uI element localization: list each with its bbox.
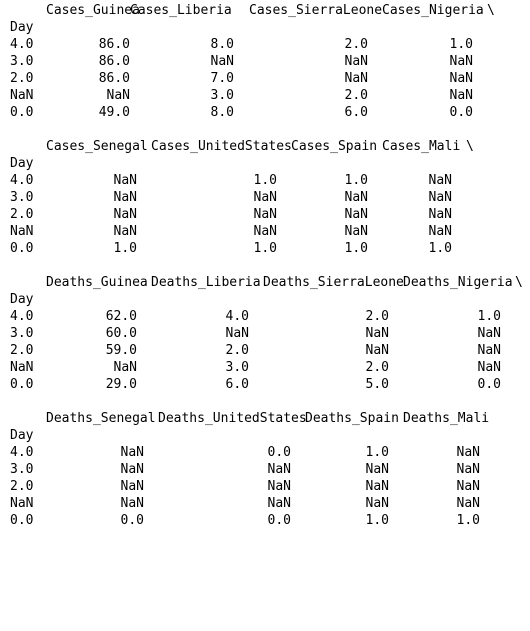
dataframe-block-deaths-1 (10, 274, 525, 392)
header-row (10, 274, 525, 291)
row-index: 3.0 (10, 326, 34, 341)
row-index: 0.0 (10, 105, 34, 120)
cell-value: 2.0 (365, 309, 389, 324)
row-index: 4.0 (10, 37, 34, 52)
column-header: Deaths_Mali (403, 411, 490, 426)
column-header: Cases_Senegal (46, 139, 148, 154)
column-header: Deaths_UnitedStates (158, 411, 307, 426)
row-index: 0.0 (10, 377, 34, 392)
cell-value: 86.0 (98, 54, 130, 69)
cell-value: 1.0 (477, 309, 501, 324)
cell-value: NaN (120, 462, 144, 477)
cell-value: 1.0 (365, 445, 389, 460)
row-index: 2.0 (10, 207, 34, 222)
row-index: 2.0 (10, 479, 34, 494)
row-index: 0.0 (10, 513, 34, 528)
cell-value: 0.0 (267, 445, 291, 460)
row-index: NaN (10, 88, 34, 103)
table-row (10, 512, 525, 529)
cell-value: 1.0 (253, 173, 277, 188)
header-row (10, 138, 525, 155)
row-index: 2.0 (10, 71, 34, 86)
cell-value: 1.0 (456, 513, 480, 528)
cell-value: 86.0 (98, 37, 130, 52)
row-index: NaN (10, 224, 34, 239)
cell-value: NaN (428, 207, 452, 222)
table-row (10, 87, 525, 104)
line-continuation-marker: \ (515, 275, 523, 290)
cell-value: NaN (344, 207, 368, 222)
cell-value: NaN (344, 54, 368, 69)
cell-value: 8.0 (210, 37, 234, 52)
cell-value: NaN (106, 88, 130, 103)
cell-value: 6.0 (344, 105, 368, 120)
row-index: 3.0 (10, 190, 34, 205)
cell-value: 1.0 (344, 173, 368, 188)
cell-value: NaN (456, 462, 480, 477)
cell-value: NaN (365, 326, 389, 341)
table-row (10, 240, 525, 257)
table-row (10, 172, 525, 189)
column-header: Cases_Liberia (130, 3, 232, 18)
line-continuation-marker: \ (487, 3, 495, 18)
cell-value: NaN (253, 190, 277, 205)
column-header: Deaths_Senegal (46, 411, 156, 426)
table-row (10, 36, 525, 53)
cell-value: 59.0 (105, 343, 137, 358)
table-row (10, 376, 525, 393)
column-header: Deaths_Guinea (46, 275, 148, 290)
cell-value: NaN (120, 479, 144, 494)
cell-value: NaN (344, 224, 368, 239)
cell-value: NaN (113, 190, 137, 205)
row-index: 0.0 (10, 241, 34, 256)
cell-value: NaN (365, 462, 389, 477)
table-row (10, 478, 525, 495)
cell-value: NaN (113, 360, 137, 375)
index-name-row (10, 427, 57, 444)
cell-value: 62.0 (105, 309, 137, 324)
cell-value: NaN (477, 326, 501, 341)
cell-value: 0.0 (267, 513, 291, 528)
column-header: Cases_Guinea (46, 3, 140, 18)
table-row (10, 223, 525, 240)
cell-value: NaN (428, 224, 452, 239)
row-index: 2.0 (10, 343, 34, 358)
header-row (10, 2, 525, 19)
cell-value: NaN (365, 496, 389, 511)
index-name: Day (10, 20, 34, 35)
row-index: NaN (10, 360, 34, 375)
cell-value: 5.0 (365, 377, 389, 392)
cell-value: 0.0 (477, 377, 501, 392)
cell-value: NaN (477, 360, 501, 375)
cell-value: 29.0 (105, 377, 137, 392)
cell-value: 7.0 (210, 71, 234, 86)
index-name-row (10, 291, 57, 308)
column-header: Cases_SierraLeone (249, 3, 383, 18)
column-header: Cases_UnitedStates (151, 139, 292, 154)
row-index: 4.0 (10, 309, 34, 324)
cell-value: NaN (225, 326, 249, 341)
cell-value: 1.0 (113, 241, 137, 256)
cell-value: NaN (120, 445, 144, 460)
cell-value: NaN (120, 496, 144, 511)
table-row (10, 342, 525, 359)
index-name: Day (10, 428, 34, 443)
dataframe-block-cases-2 (10, 138, 525, 256)
cell-value: 0.0 (449, 105, 473, 120)
table-row (10, 104, 525, 121)
cell-value: NaN (456, 479, 480, 494)
cell-value: NaN (365, 479, 389, 494)
cell-value: NaN (253, 207, 277, 222)
index-name-row (10, 155, 57, 172)
cell-value: NaN (428, 190, 452, 205)
row-index: 4.0 (10, 445, 34, 460)
cell-value: NaN (456, 496, 480, 511)
row-index: 3.0 (10, 462, 34, 477)
index-name: Day (10, 292, 34, 307)
table-row (10, 359, 525, 376)
cell-value: 0.0 (120, 513, 144, 528)
cell-value: 2.0 (344, 88, 368, 103)
cell-value: NaN (113, 173, 137, 188)
cell-value: NaN (267, 496, 291, 511)
table-row (10, 325, 525, 342)
table-row (10, 189, 525, 206)
dataframe-block-deaths-2 (10, 410, 525, 528)
cell-value: 1.0 (428, 241, 452, 256)
cell-value: 8.0 (210, 105, 234, 120)
table-row (10, 53, 525, 70)
cell-value: 1.0 (344, 241, 368, 256)
column-header: Cases_Nigeria (382, 3, 484, 18)
cell-value: NaN (267, 462, 291, 477)
cell-value: 49.0 (98, 105, 130, 120)
row-index: NaN (10, 496, 34, 511)
cell-value: NaN (477, 343, 501, 358)
cell-value: NaN (113, 207, 137, 222)
cell-value: 2.0 (344, 37, 368, 52)
index-name: Day (10, 156, 34, 171)
index-name-row (10, 19, 57, 36)
cell-value: 3.0 (210, 88, 234, 103)
cell-value: NaN (113, 224, 137, 239)
column-header: Deaths_SierraLeone (263, 275, 404, 290)
column-header: Deaths_Nigeria (403, 275, 513, 290)
cell-value: NaN (210, 54, 234, 69)
cell-value: NaN (344, 190, 368, 205)
header-row (10, 410, 525, 427)
cell-value: 6.0 (225, 377, 249, 392)
cell-value: 4.0 (225, 309, 249, 324)
table-row (10, 444, 525, 461)
cell-value: 2.0 (365, 360, 389, 375)
cell-value: NaN (344, 71, 368, 86)
row-index: 3.0 (10, 54, 34, 69)
table-row (10, 206, 525, 223)
cell-value: NaN (449, 54, 473, 69)
column-header: Cases_Spain (291, 139, 378, 154)
table-row (10, 70, 525, 87)
cell-value: 1.0 (253, 241, 277, 256)
cell-value: NaN (449, 71, 473, 86)
cell-value: 86.0 (98, 71, 130, 86)
line-continuation-marker: \ (466, 139, 474, 154)
column-header: Deaths_Spain (305, 411, 399, 426)
column-header: Deaths_Liberia (151, 275, 261, 290)
cell-value: 3.0 (225, 360, 249, 375)
cell-value: NaN (456, 445, 480, 460)
cell-value: 1.0 (449, 37, 473, 52)
column-header: Cases_Mali (382, 139, 461, 154)
table-row (10, 461, 525, 478)
dataframe-block-cases-1 (10, 2, 525, 120)
cell-value: 1.0 (365, 513, 389, 528)
cell-value: 2.0 (225, 343, 249, 358)
cell-value: NaN (267, 479, 291, 494)
row-index: 4.0 (10, 173, 34, 188)
cell-value: NaN (428, 173, 452, 188)
table-row (10, 308, 525, 325)
table-row (10, 495, 525, 512)
cell-value: NaN (449, 88, 473, 103)
cell-value: 60.0 (105, 326, 137, 341)
cell-value: NaN (253, 224, 277, 239)
cell-value: NaN (365, 343, 389, 358)
